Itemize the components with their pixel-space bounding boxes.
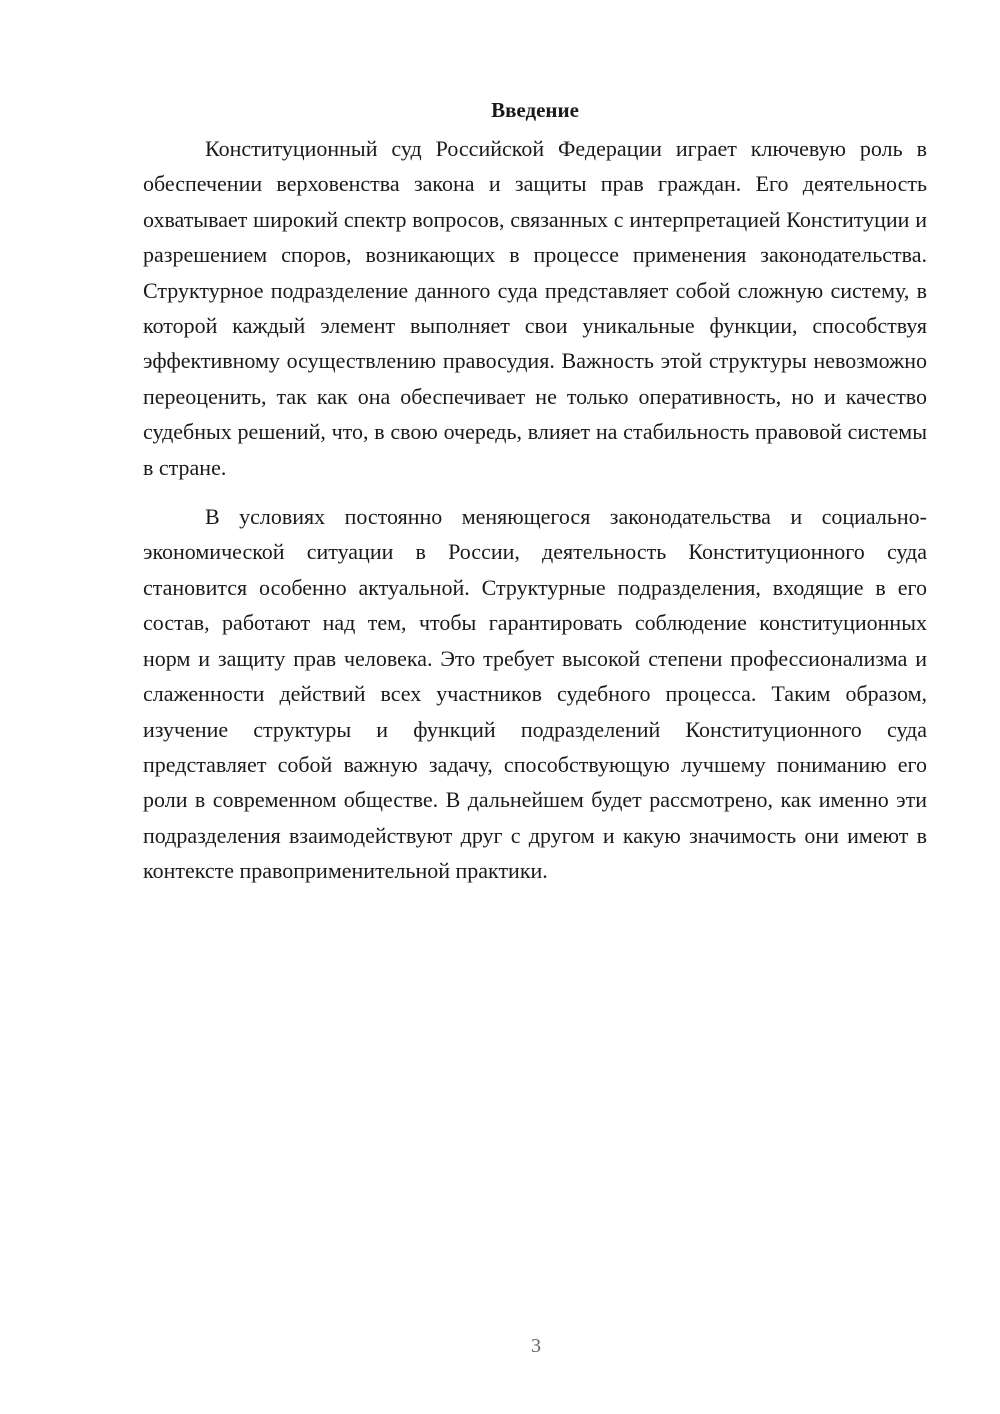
page-content <box>143 95 927 889</box>
section-title: Введение <box>491 98 579 122</box>
paragraph-2: В условиях постоянно меняющегося законодательства и социально-экономической ситуации в России, деятельность Конституционного суда становится особенно актуальной. Структурные подразделения, входящие в его состав, работают над тем, чтобы гарантировать соблюдение конституционных норм и защиту прав человека. Это требует высокой степени профессионализма и слаженности действий всех участников судебного процесса. Таким образом, изучение структуры и функций подразделений Конституционного суда представляет собой важную задачу, способствующую лучшему пониманию его роли в современном обществе. В дальнейшем будет рассмотрено, как именно эти подразделения взаимодействуют друг с другом и какую значимость они имеют в контексте правоприменительной практики. <box>143 504 927 884</box>
page-number: 3 <box>531 1335 541 1357</box>
paragraph-1: Конституционный суд Российской Федерации играет ключевую роль в обеспечении верховенства закона и защиты прав граждан. Его деятельность охватывает широкий спектр вопросов, связанных с интерпретацией Конституции и разрешением споров, возникающих в процессе применения законодательства. Структурное подразделение данного суда представляет собой сложную систему, в которой каждый элемент выполняет свои уникальные функции, способствуя эффективному осуществлению правосудия. Важность этой структуры невозможно переоценить, так как она обеспечивает не только оперативность, но и качество судебных решений, что, в свою очередь, влияет на стабильность правовой системы в стране. <box>143 136 927 480</box>
